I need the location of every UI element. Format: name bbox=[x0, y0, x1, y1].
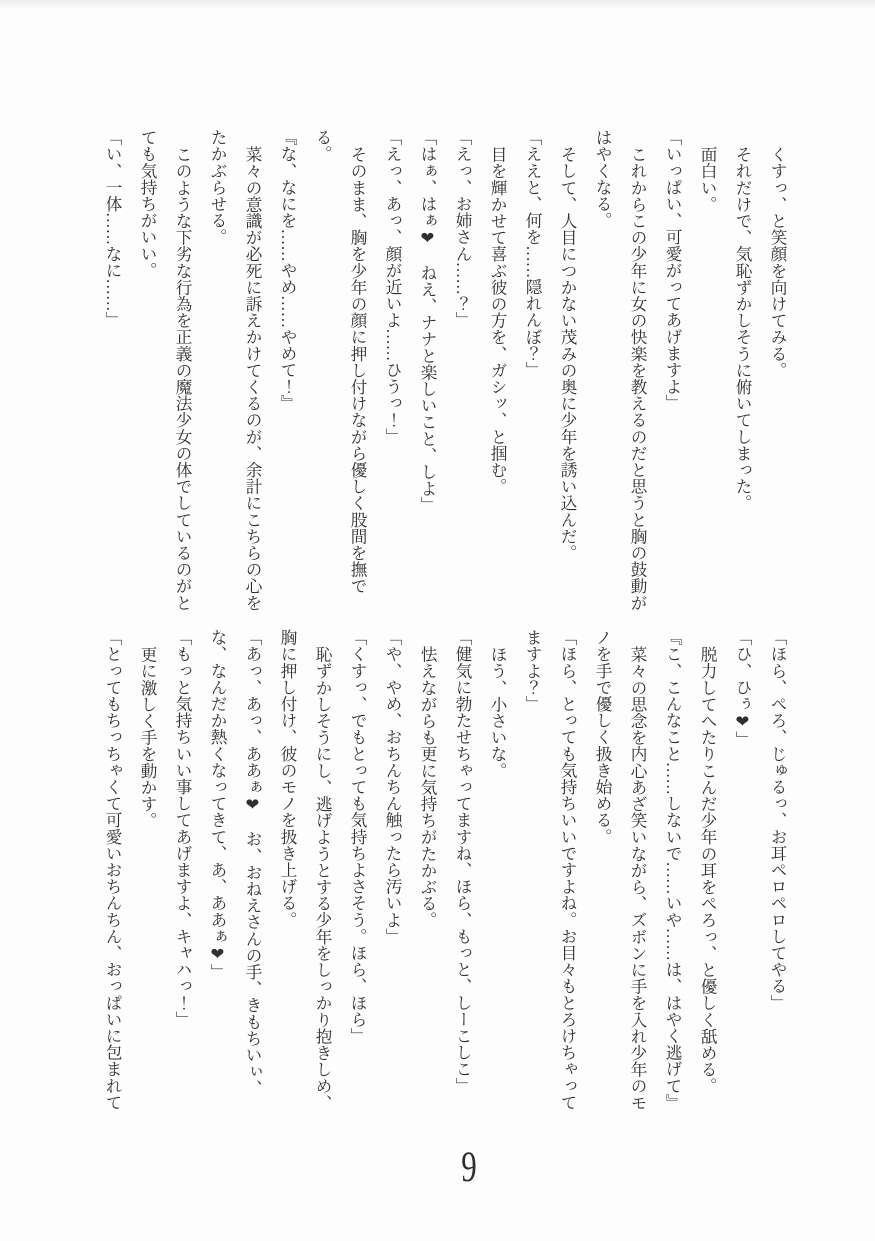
text-line: 「えっ、お姉さん……？」 bbox=[453, 129, 472, 329]
text-line: くすっ、と笑顔を向けてみる。 bbox=[768, 145, 787, 378]
lower-text-band bbox=[95, 629, 795, 1115]
text-line: 「や、やめ、おちんちん触ったら汚いよ」 bbox=[383, 629, 402, 945]
text-line: 更に激しく手を動かす。 bbox=[138, 645, 157, 829]
text-line: 「えっ、あっ、顔が近いよ……ひうっ！」 bbox=[383, 129, 402, 445]
text-line: これからこの少年に女の快楽を教えるのだと思うと胸の鼓動が bbox=[628, 145, 647, 611]
text-line: 「はぁ、はぁ❤ ねえ、ナナと楽しいこと、しよ」 bbox=[418, 129, 437, 514]
text-line: 「ひ、ひぅ❤」 bbox=[733, 629, 752, 748]
text-line: 「ほら、ぺろ、じゅるっ、お耳ペロペロしてやる」 bbox=[768, 629, 787, 1011]
text-line: 「健気に勃たせちゃってますね、ほら、もっと、しーこしこ」 bbox=[453, 629, 472, 1094]
text-line: ほう、小さいな。 bbox=[488, 645, 507, 779]
text-line: 「いっぱい、可愛がってあげますよ」 bbox=[663, 129, 682, 412]
text-line: ますよ？」 bbox=[523, 629, 542, 712]
text-line: 「とってもちっちゃくて可愛いおちんちん、おっぱいに包まれて bbox=[103, 629, 122, 1111]
text-line: 「くすっ、でもとっても気持ちよさそう。ほら、ほら」 bbox=[348, 629, 367, 1044]
text-line: 『な、なにを……やめ……やめて！』 bbox=[278, 129, 297, 412]
text-line: 目を輝かせて喜ぶ彼の方を、ガシッ、と掴む。 bbox=[488, 145, 507, 495]
page-number: 9 bbox=[461, 1144, 477, 1191]
text-line: な、なんだか熱くなってきて、あ、ああぁ❤」 bbox=[208, 629, 227, 980]
text-line: 「ええと、何を……隠れんぼ？」 bbox=[523, 129, 542, 378]
text-line: 面白い。 bbox=[698, 145, 717, 212]
text-line: 脱力してへたりこんだ少年の耳をぺろっ、と優しく舐める。 bbox=[698, 645, 717, 1094]
text-line: 「ほら、とっても気持ちいいですよね。お目々もとろけちゃって bbox=[558, 629, 577, 1111]
text-line: ても気持ちがいい。 bbox=[138, 129, 157, 279]
text-line: ノを手で優しく扱き始める。 bbox=[593, 629, 612, 845]
text-line: 菜々の意識が必死に訴えかけてくるのが、余計にこちらの心を bbox=[243, 145, 262, 611]
text-line: はやくなる。 bbox=[593, 129, 612, 229]
text-line: 怯えながらも更に気持ちがたかぶる。 bbox=[418, 645, 437, 928]
text-line: 「もっと気持ちいい事してあげますよ、キャハっ！」 bbox=[173, 629, 192, 1028]
text-line: そのまま、胸を少年の顔に押し付けながら優しく股間を撫で bbox=[348, 145, 367, 594]
text-line: たかぶらせる。 bbox=[208, 129, 227, 246]
text-line: 『こ、こんなこと……しないで……いや……は、はやく逃げて』 bbox=[663, 629, 682, 1111]
text-line: このような下劣な行為を正義の魔法少女の体でしているのがと bbox=[173, 145, 192, 611]
upper-text-band bbox=[95, 129, 795, 615]
text-line: 「い、一体……なに……」 bbox=[103, 129, 122, 329]
text-line: る。 bbox=[313, 129, 332, 163]
text-line: 胸に押し付け、彼のモノを扱き上げる。 bbox=[278, 629, 297, 928]
text-line: そして、人目につかない茂みの奥に少年を誘い込んだ。 bbox=[558, 145, 577, 561]
text-line: 菜々の思念を内心あざ笑いながら、ズボンに手を入れ少年のモ bbox=[628, 645, 647, 1111]
text-line: 「あっ、あっ、ああぁ❤ お、おねえさんの手、きもちいぃ、 bbox=[243, 629, 262, 1097]
text-line: 恥ずかしそうにし、逃げようとする少年をしっかり抱きしめ、 bbox=[313, 645, 332, 1111]
text-line: それだけで、気恥ずかしそうに俯いてしまった。 bbox=[733, 145, 752, 511]
